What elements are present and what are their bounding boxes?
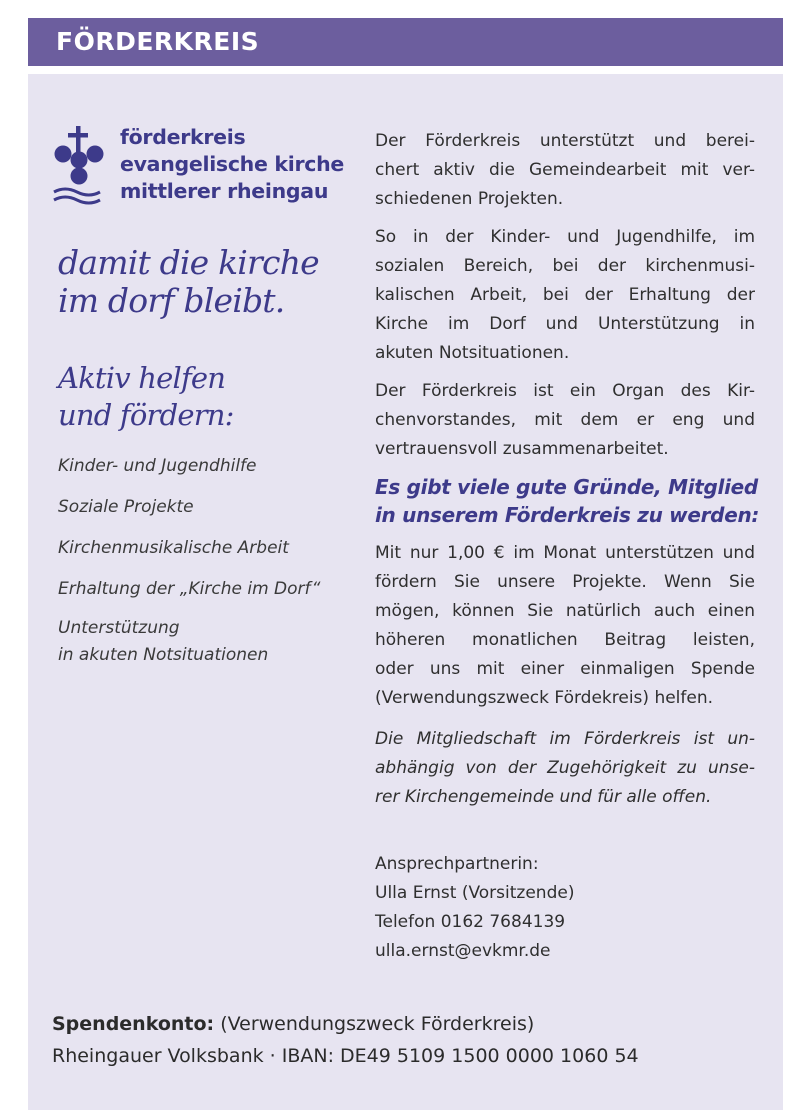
text-line: So in der Kinder- und Jugendhilfe, im (375, 227, 755, 247)
list-item: Kirchenmusikalische Arbeit (58, 538, 289, 558)
support-areas-list (58, 454, 358, 689)
projects-paragraph (375, 223, 755, 368)
list-item-line: in akuten Notsituationen (58, 645, 269, 665)
list-item (58, 612, 358, 672)
reasons-line: Es gibt viele gute Gründe, Mitglied (375, 475, 758, 499)
logo-line: mittlerer rheingau (120, 179, 329, 203)
text-line: Mit nur 1,00 € im Monat unterstützen und (375, 543, 755, 563)
support-paragraph (375, 539, 755, 713)
logo-line: förderkreis (120, 125, 246, 149)
logo-line: evangelische kirche (120, 152, 345, 176)
organ-paragraph (375, 377, 755, 464)
text-line: Kirche im Dorf und Unterstützung in (375, 314, 755, 334)
section-title: FÖRDERKREIS (56, 27, 260, 56)
text-line: sozialen Bereich, bei der kirchenmusi- (375, 256, 755, 276)
aktiv-heading (58, 360, 358, 434)
list-item: Kinder- und Jugendhilfe (58, 456, 257, 476)
contact-phone: Telefon 0162 7684139 (375, 912, 566, 932)
text-line: höheren monatlichen Beitrag leisten, (375, 630, 755, 650)
donation-account (52, 1008, 772, 1072)
donation-line (52, 1008, 772, 1040)
contact-block (375, 850, 755, 966)
reasons-line: in unserem Förderkreis zu werden: (375, 503, 760, 527)
logo-wordmark (120, 124, 344, 205)
text-line: chenvorstandes, mit dem er eng und (375, 410, 755, 430)
contact-email: ulla.ernst@evkmr.de (375, 941, 551, 961)
membership-paragraph (375, 725, 755, 812)
contact-label: Ansprechpartnerin: (375, 854, 539, 874)
text-line: kalischen Arbeit, bei der Erhaltung der (375, 285, 755, 305)
donation-purpose: (Verwendungszweck Förderkreis) (214, 1013, 535, 1035)
list-item: Soziale Projekte (58, 497, 194, 517)
bank-details: Rheingauer Volksbank · IBAN: DE49 5109 1500 0000 1060 54 (52, 1045, 639, 1067)
text-line: akuten Notsituationen. (375, 343, 570, 363)
text-line: chert aktiv die Gemeindearbeit mit ver- (375, 160, 755, 180)
text-line: Der Förderkreis unterstützt und berei- (375, 131, 755, 151)
list-item-line: Unterstützung (58, 618, 180, 638)
tagline-line: im dorf bleibt. (58, 281, 285, 320)
text-line: vertrauensvoll zusammenarbeitet. (375, 439, 669, 459)
list-item: Erhaltung der „Kirche im Dorf“ (58, 579, 321, 599)
text-line: mögen, können Sie natürlich auch einen (375, 601, 755, 621)
donation-label: Spendenkonto: (52, 1013, 215, 1035)
intro-paragraph (375, 127, 755, 214)
text-line: fördern Sie unsere Projekte. Wenn Sie (375, 572, 755, 592)
text-line: (Verwendungszweck Fördekreis) helfen. (375, 688, 714, 708)
text-line: Die Mitgliedschaft im Förderkreis ist un- (375, 729, 755, 749)
text-line: rer Kirchengemeinde und für alle offen. (375, 787, 712, 807)
aktiv-line: und fördern: (58, 398, 234, 432)
text-line: schiedenen Projekten. (375, 189, 564, 209)
reasons-heading (375, 473, 760, 529)
right-column (375, 127, 760, 966)
text-line: oder uns mit einer einmaligen Spende (375, 659, 755, 679)
aktiv-line: Aktiv helfen (58, 361, 226, 395)
contact-name: Ulla Ernst (Vorsitzende) (375, 883, 575, 903)
text-line: abhängig von der Zugehörigkeit zu unse- (375, 758, 755, 778)
tagline (58, 244, 358, 320)
text-line: Der Förderkreis ist ein Organ des Kir- (375, 381, 755, 401)
section-header (28, 18, 783, 66)
tagline-line: damit die kirche (58, 243, 319, 282)
